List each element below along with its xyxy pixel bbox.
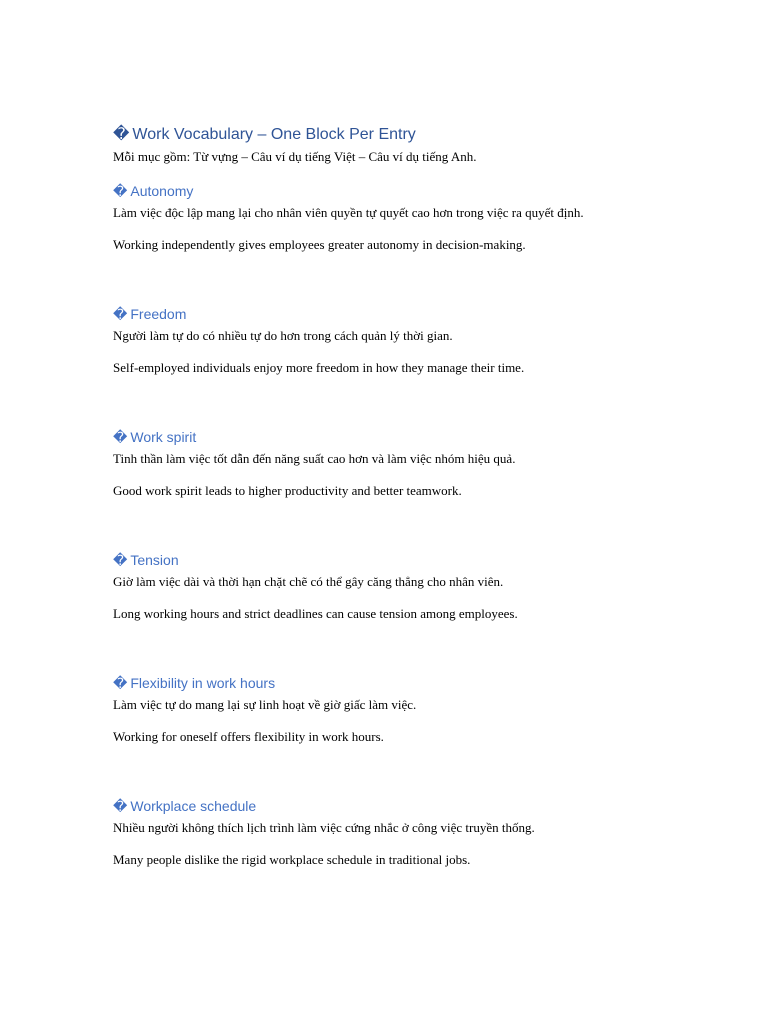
vocab-entry-tension <box>113 551 673 623</box>
vietnamese-example: Làm việc độc lập mang lại cho nhân viên quyền tự quyết cao hơn trong việc ra quyết định. <box>113 205 584 220</box>
vocab-entry-work-spirit <box>113 428 673 500</box>
vocab-entry-workplace-schedule <box>113 797 673 869</box>
english-example: Working for oneself offers flexibility in work hours. <box>113 729 384 744</box>
english-example: Many people dislike the rigid workplace schedule in traditional jobs. <box>113 852 471 867</box>
vocab-entry-freedom <box>113 305 673 377</box>
entry-term: Work spirit <box>130 429 197 445</box>
missing-glyph-icon: � <box>113 798 128 814</box>
vietnamese-example: Nhiều người không thích lịch trình làm việc cứng nhắc ở công việc truyền thống. <box>113 820 535 835</box>
missing-glyph-icon: � <box>113 552 128 568</box>
entry-term: Workplace schedule <box>130 798 257 814</box>
vocab-entry-flexibility <box>113 674 673 746</box>
vocab-entry-autonomy <box>113 182 673 254</box>
entry-heading <box>113 182 673 201</box>
page-subtitle: Mỗi mục gồm: Từ vựng – Câu ví dụ tiếng Việt – Câu ví dụ tiếng Anh. <box>113 149 477 164</box>
missing-glyph-icon: � <box>113 429 128 445</box>
entry-heading <box>113 551 673 570</box>
entry-term: Tension <box>130 552 179 568</box>
english-example: Working independently gives employees greater autonomy in decision-making. <box>113 237 526 252</box>
missing-glyph-icon: � <box>113 126 130 143</box>
english-example: Self-employed individuals enjoy more freedom in how they manage their time. <box>113 360 525 375</box>
english-example: Good work spirit leads to higher productivity and better teamwork. <box>113 483 462 498</box>
entry-term: Autonomy <box>130 183 194 199</box>
page-title-text: Work Vocabulary – One Block Per Entry <box>132 126 416 143</box>
vietnamese-example: Làm việc tự do mang lại sự linh hoạt về giờ giấc làm việc. <box>113 697 417 712</box>
vietnamese-example: Người làm tự do có nhiều tự do hơn trong cách quản lý thời gian. <box>113 328 453 343</box>
entry-heading <box>113 797 673 816</box>
entry-term: Flexibility in work hours <box>130 675 276 691</box>
vietnamese-example: Tinh thần làm việc tốt dẫn đến năng suất cao hơn và làm việc nhóm hiệu quả. <box>113 451 516 466</box>
page-title <box>113 124 673 146</box>
missing-glyph-icon: � <box>113 675 128 691</box>
english-example: Long working hours and strict deadlines can cause tension among employees. <box>113 606 518 621</box>
missing-glyph-icon: � <box>113 306 128 322</box>
entry-heading <box>113 428 673 447</box>
entry-heading <box>113 305 673 324</box>
entry-term: Freedom <box>130 306 187 322</box>
vietnamese-example: Giờ làm việc dài và thời hạn chặt chẽ có thể gây căng thẳng cho nhân viên. <box>113 574 504 589</box>
document-body <box>113 124 673 869</box>
entry-heading <box>113 674 673 693</box>
missing-glyph-icon: � <box>113 183 128 199</box>
